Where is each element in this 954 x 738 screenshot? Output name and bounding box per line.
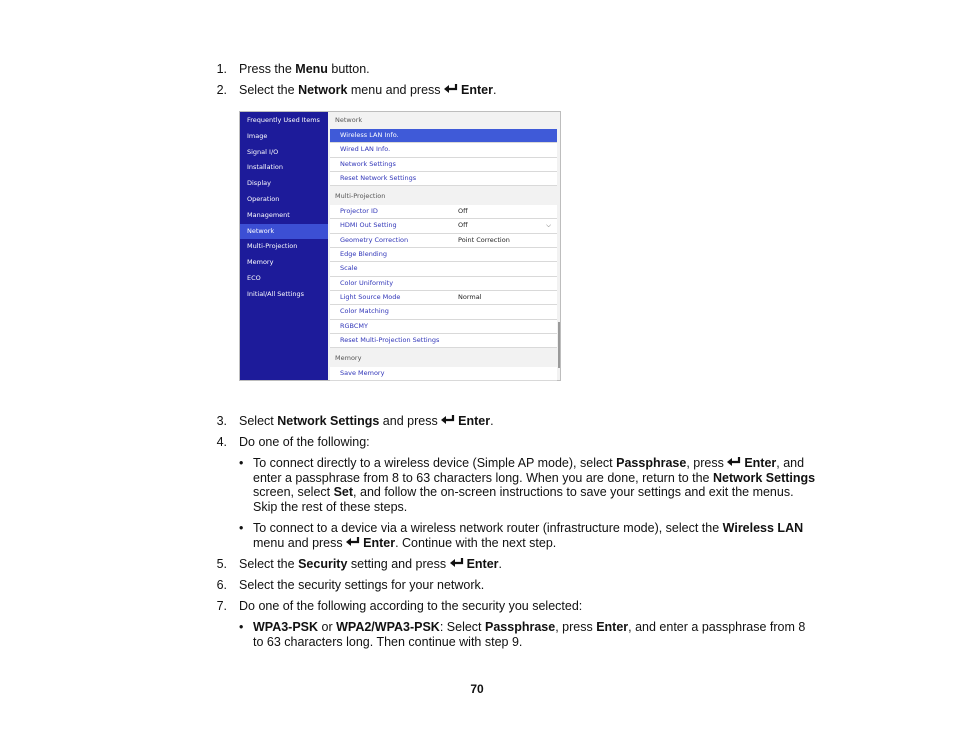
bullet: • xyxy=(239,620,244,634)
step-6: Select the security settings for your network. xyxy=(239,578,485,592)
section-header: Multi-Projection xyxy=(328,188,560,205)
menu-row-selected: Wireless LAN Info. xyxy=(330,129,557,143)
projector-menu-screenshot xyxy=(239,111,561,381)
menu-category-item: Operation xyxy=(247,194,280,203)
menu-category-item: Image xyxy=(247,131,268,140)
menu-row: Scale xyxy=(330,262,557,276)
menu-category-item: Display xyxy=(247,179,271,188)
step-4-option-a: To connect directly to a wireless device (Simple AP mode), select Passphrase, press Enter, and enter a passphrase from 8 to 63 characters long. When you are done, return to the Network Settings screen, select Set, and follow the on-screen instructions to save your settings and exit the menus. Skip the rest of these steps. xyxy=(253,456,816,514)
menu-row: RGBCMY xyxy=(330,320,557,334)
enter-icon xyxy=(444,84,458,95)
step-number: 2. xyxy=(216,83,227,97)
menu-row: Edge Blending xyxy=(330,248,557,262)
menu-category-item: Management xyxy=(247,210,290,219)
menu-scrollbar xyxy=(558,322,560,368)
page-number: 70 xyxy=(470,682,484,696)
menu-settings-panel xyxy=(328,112,560,380)
step-5: Select the Security setting and press Enter. xyxy=(239,557,503,571)
menu-category-item: Multi-Projection xyxy=(247,242,298,251)
menu-category-list xyxy=(240,112,328,380)
enter-icon xyxy=(346,537,360,548)
bullet: • xyxy=(239,521,244,535)
step-number: 6. xyxy=(216,578,227,592)
step-4: Do one of the following: xyxy=(239,435,370,449)
menu-row: Projector ID Off xyxy=(330,205,557,219)
menu-row: Wired LAN Info. xyxy=(330,143,557,157)
menu-category-item: Frequently Used Items xyxy=(247,116,320,124)
step-7-option-a: WPA3-PSK or WPA2/WPA3-PSK: Select Passphrase, press Enter, and enter a passphrase from 8 to 63 characters long. Then continue with step 9. xyxy=(253,620,806,649)
menu-row: Reset Multi-Projection Settings xyxy=(330,334,557,348)
step-1: Press the Menu button. xyxy=(239,62,370,76)
step-7: Do one of the following according to the security you selected: xyxy=(239,599,583,613)
menu-category-item: Memory xyxy=(247,258,274,267)
bullet: • xyxy=(239,456,244,470)
menu-row: Color Uniformity xyxy=(330,277,557,291)
menu-row: Network Settings xyxy=(330,158,557,172)
step-number: 4. xyxy=(216,435,227,449)
menu-category-item: Signal I/O xyxy=(247,147,279,156)
menu-category-item: Installation xyxy=(247,163,284,172)
step-number: 7. xyxy=(216,599,227,613)
section-header: Memory xyxy=(328,350,560,367)
step-number: 1. xyxy=(216,62,227,76)
enter-icon xyxy=(450,558,464,569)
menu-category-item: Initial/All Settings xyxy=(247,289,304,298)
chevron-down-icon: ⌵ xyxy=(546,221,551,230)
menu-category-item-selected: Network xyxy=(240,224,328,240)
menu-row: Reset Network Settings xyxy=(330,172,557,186)
step-number: 3. xyxy=(216,414,227,428)
enter-icon xyxy=(727,457,741,468)
step-2: Select the Network menu and press Enter. xyxy=(239,83,497,97)
step-4-option-b: To connect to a device via a wireless network router (infrastructure mode), select the Wireless LAN menu and press Enter. Continue with the next step. xyxy=(253,521,804,550)
section-header: Network xyxy=(328,112,560,129)
menu-row: Light Source Mode Normal xyxy=(330,291,557,305)
menu-row: Color Matching xyxy=(330,305,557,319)
enter-icon xyxy=(441,415,455,426)
menu-category-item: ECO xyxy=(247,273,261,282)
step-number: 5. xyxy=(216,557,227,571)
menu-row: HDMI Out Setting Off ⌵ xyxy=(330,219,557,233)
step-3: Select Network Settings and press Enter. xyxy=(239,414,494,428)
menu-row: Save Memory xyxy=(330,367,557,381)
menu-row: Geometry Correction Point Correction xyxy=(330,234,557,248)
